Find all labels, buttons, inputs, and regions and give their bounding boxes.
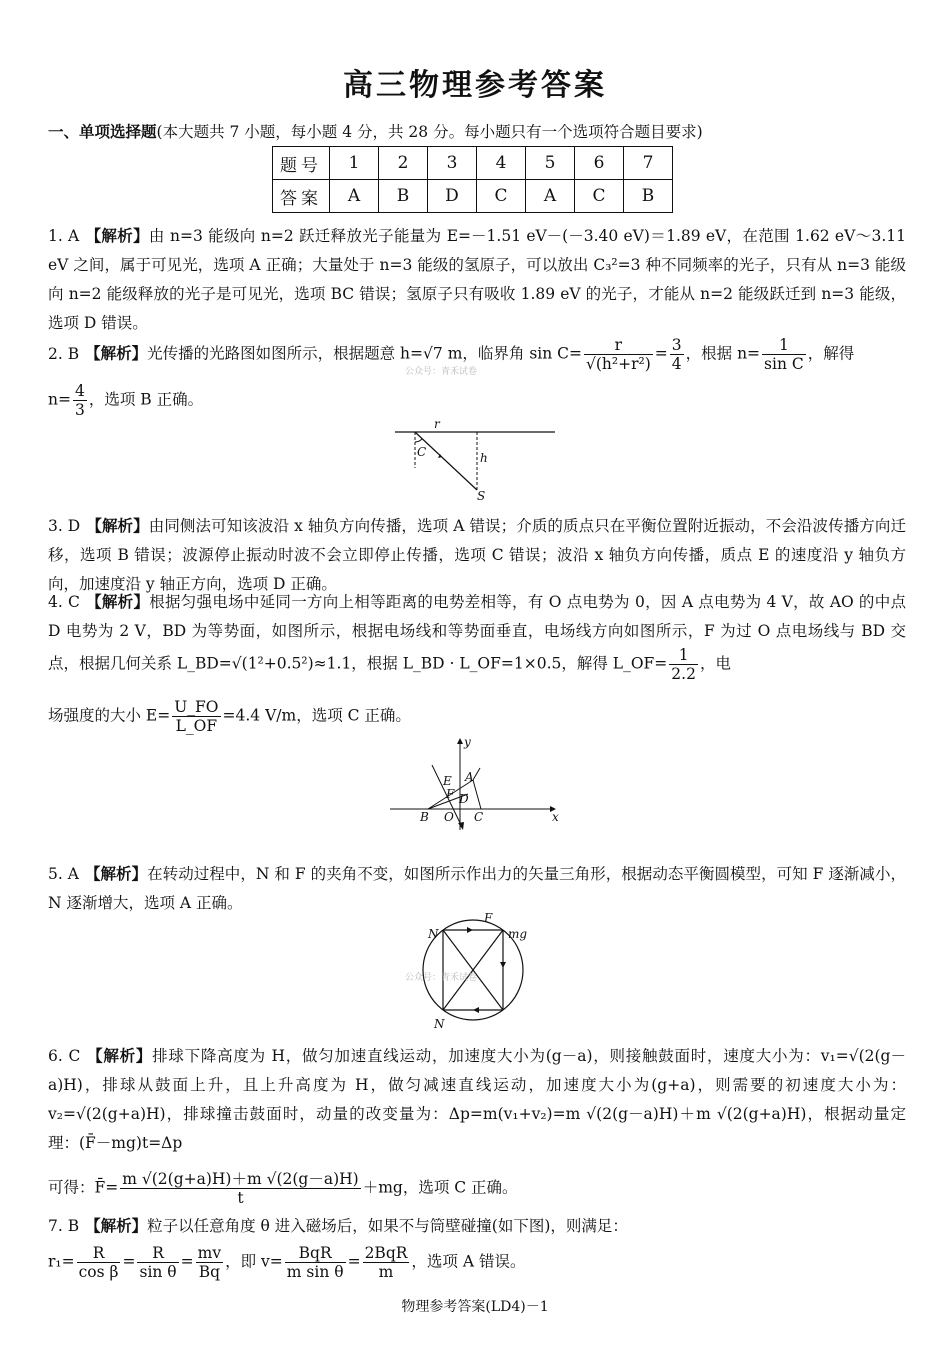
denominator: Bq (198, 1263, 221, 1281)
label-O: O (444, 810, 454, 824)
table-cell: A (330, 180, 379, 213)
question-3 (48, 512, 906, 599)
numerator: R (137, 1244, 178, 1263)
section-heading (48, 120, 703, 142)
question-text: ，根据 n= (685, 344, 761, 363)
numerator: 1 (669, 646, 698, 665)
numerator: R (77, 1244, 121, 1263)
table-cell: D (428, 180, 477, 213)
fraction (120, 1170, 360, 1207)
denominator: m (378, 1263, 394, 1281)
table-cell: 3 (428, 147, 477, 180)
denominator: 4 (671, 355, 682, 373)
fraction (285, 1244, 346, 1281)
watermark: 公众号：青禾试卷 (405, 973, 478, 983)
question-number: 1. A (48, 227, 80, 245)
page-footer: 物理参考答案(LD4)－1 (401, 1299, 549, 1315)
analysis-tag: 【解析】 (85, 344, 148, 363)
question-text: ，即 v= (225, 1252, 283, 1271)
question-text: ，解得 (807, 344, 855, 363)
denominator: sin θ (139, 1263, 177, 1281)
fraction (584, 336, 653, 373)
table-cell: A (526, 180, 575, 213)
question-text: ，选项 B 正确。 (88, 390, 204, 409)
question-number: 5. A (48, 865, 79, 883)
denominator: cos β (78, 1263, 119, 1281)
analysis-tag: 【解析】 (86, 1047, 153, 1065)
light-ray (415, 432, 477, 490)
question-number: 3. D (48, 517, 81, 535)
question-text: ，选项 A 错误。 (411, 1252, 526, 1271)
fraction (73, 382, 87, 419)
table-cell: 1 (330, 147, 379, 180)
question-number: 2. B (48, 344, 80, 363)
label-E: E (443, 774, 452, 788)
fraction (77, 1244, 121, 1281)
question-6-result (48, 1170, 906, 1207)
label-h: h (480, 451, 488, 465)
field-arrow-icon (458, 822, 464, 830)
denominator: L_OF (175, 717, 218, 735)
question-4-cont (48, 698, 906, 735)
question-text: 可得：F̄= (48, 1178, 119, 1197)
bottom-arrow-icon (473, 1007, 479, 1013)
label-x: x (552, 810, 559, 824)
question-text: 在转动过程中，N 和 F 的夹角不变，如图所示作出力的矢量三角形，根据动态平衡圆模型，可知 F 逐渐减小，N 逐渐增大，选项 A 正确。 (48, 865, 906, 912)
label-S: S (477, 489, 486, 502)
label-r: r (434, 420, 440, 431)
row-label-answer: 答案 (273, 180, 330, 213)
top-arrow-icon (467, 927, 473, 933)
question-text: 光传播的光路图如图所示，根据题意 h=√7 m，临界角 sin C= (147, 344, 582, 363)
table-cell: C (477, 180, 526, 213)
label-C: C (474, 810, 484, 824)
label-y: y (464, 735, 471, 749)
equals-sign: = (654, 344, 668, 363)
analysis-tag: 【解析】 (85, 1217, 148, 1235)
row-label-number: 题号 (273, 147, 330, 180)
table-row-answers (273, 180, 673, 213)
figure-light-path (390, 420, 560, 502)
label-A: A (465, 770, 474, 784)
numerator: U_FO (174, 698, 219, 716)
question-text: 由同侧法可知该波沿 x 轴负方向传播，选项 A 错误；介质的质点只在平衡位置附近振动，不会沿波传播方向迁移，选项 B 错误；波源停止振动时波不会立即停止传播，选项 C 错误；波沿 x 轴负方向传播，质点 E 的速度沿 y 轴负方向，加速度沿 y 轴正方向，选项 D 正确。 (48, 517, 906, 593)
fraction (196, 1244, 223, 1281)
label-mg: mg (508, 927, 528, 941)
field-line-2 (473, 768, 480, 780)
fraction (669, 646, 698, 683)
figure-electric-field (388, 735, 568, 835)
numerator: BqR (285, 1244, 346, 1263)
numerator: 2BqR (364, 1244, 408, 1262)
y-arrow-icon (457, 738, 463, 744)
table-cell: 5 (526, 147, 575, 180)
question-text: n= (48, 390, 71, 409)
analysis-tag: 【解析】 (85, 227, 149, 245)
question-6 (48, 1042, 906, 1158)
angle-arc (415, 439, 422, 442)
table-cell: B (379, 180, 428, 213)
question-number: 7. B (48, 1217, 80, 1235)
label-F: F (446, 787, 455, 801)
table-cell: 2 (379, 147, 428, 180)
question-2-result (48, 382, 906, 419)
line-AC (473, 780, 481, 809)
fraction (670, 336, 684, 373)
fraction (172, 698, 220, 735)
question-text: ＋mg，选项 C 正确。 (362, 1178, 518, 1197)
table-cell: 4 (477, 147, 526, 180)
question-text: 排球下降高度为 H，做匀加速直线运动，加速度大小为(g－a)，则接触鼓面时，速度大小为：v₁=√(2(g－a)H)，排球从鼓面上升，且上升高度为 H，做匀减速直线运动，加速度大小为(g+a)，则需要的初速度大小为：v₂=√(2(g+a)H)，排球撞击鼓面时，动量的改变量为：Δp=m(v₁+v₂)=m √(2(g－a)H)＋m √(2(g+a)H)，根据动量定理：(F̄－mg)t=Δp (48, 1047, 906, 1152)
numerator: r (584, 336, 653, 355)
label-N: N (428, 927, 439, 941)
fraction (363, 1244, 410, 1281)
question-number: 4. C (48, 593, 80, 611)
question-7-formula: r₁= $\frac{R}{\text{cos β}}$ = $\frac{R}{\text{sin θ}}$ = $\frac{mv}{Bq}$ ，即 v= $\frac{\text{BqR}}{\text{m sin θ}}$ = $\frac{\text{2BqR}}{m}$ ，选项 A 错误。 (48, 1244, 526, 1281)
question-text: 场强度的大小 E= (48, 706, 171, 725)
denominator: sin C (764, 355, 804, 373)
denominator: 2.2 (671, 665, 696, 683)
numerator: m √(2(g+a)H)＋m √(2(g－a)H) (122, 1170, 359, 1188)
question-text: 由 n=3 能级向 n=2 跃迁释放光子能量为 E=－1.51 eV－(－3.40 eV)＝1.89 eV，在范围 1.62 eV～3.11 eV 之间，属于可见光，选项 A 正确；大量处于 n=3 能级的氢原子，可以放出 C₃²=3 种不同频率的光子，只有从 n=3 能级向 n=2 能级释放的光子是可见光，选项 BC 错误；氢原子只有吸收 1.89 eV 的光子，才能从 n=2 能级跃迁到 n=3 能级，选项 D 错误。 (48, 227, 906, 332)
question-text: 根据匀强电场中延同一方向上相等距离的电势差相等，有 O 点电势为 0，因 A 点电势为 4 V，故 AO 的中点 D 电势为 2 V，BD 为等势面，如图所示，根据电场线和等势面垂直，电场线方向如图所示，F 为过 O 点电场线与 BD 交点，根据几何关系 L_BD=√(1²+0.5²)≈1.1，根据 L_BD · L_OF=1×0.5，解得 L_OF= (48, 593, 906, 673)
analysis-tag: 【解析】 (84, 865, 148, 883)
section-note: (本大题共 7 小题，每小题 4 分，共 28 分。每小题只有一个选项符合题目要求) (156, 123, 703, 141)
question-1 (48, 222, 906, 338)
denominator: 3 (74, 401, 85, 419)
table-cell: C (575, 180, 624, 213)
label-F: F (484, 911, 493, 925)
question-text: ，电 (699, 654, 731, 673)
section-title: 一、单项选择题 (48, 123, 157, 141)
analysis-tag: 【解析】 (86, 517, 149, 535)
denominator: t (237, 1189, 244, 1207)
question-4 (48, 588, 906, 683)
table-row-numbers (273, 147, 673, 180)
answer-table (272, 146, 673, 213)
denominator: √(h²+r²) (585, 355, 651, 373)
label-N: N (434, 1017, 445, 1031)
question-text: r₁= (48, 1252, 75, 1271)
question-text: =4.4 V/m，选项 C 正确。 (222, 706, 411, 725)
page-title: 高三物理参考答案 (343, 68, 607, 103)
table-cell: B (624, 180, 673, 213)
denominator: m sin θ (286, 1263, 344, 1281)
question-text: 粒子以任意角度 θ 进入磁场后，如果不与筒壁碰撞(如下图)，则满足： (147, 1217, 628, 1235)
label-B: B (420, 810, 429, 824)
question-number: 6. C (48, 1047, 81, 1065)
analysis-tag: 【解析】 (85, 593, 150, 611)
question-7 (48, 1212, 906, 1241)
numerator: mv (197, 1244, 222, 1262)
numerator: 4 (74, 382, 85, 400)
mg-arrow-icon (500, 962, 506, 968)
fraction (762, 336, 806, 373)
label-D: D (459, 792, 469, 806)
numerator: 3 (671, 336, 682, 354)
table-cell: 7 (624, 147, 673, 180)
fraction (137, 1244, 178, 1281)
numerator: 1 (762, 336, 806, 355)
watermark: 公众号：青禾试卷 (405, 367, 478, 377)
table-cell: 6 (575, 147, 624, 180)
label-C: C (417, 445, 427, 459)
